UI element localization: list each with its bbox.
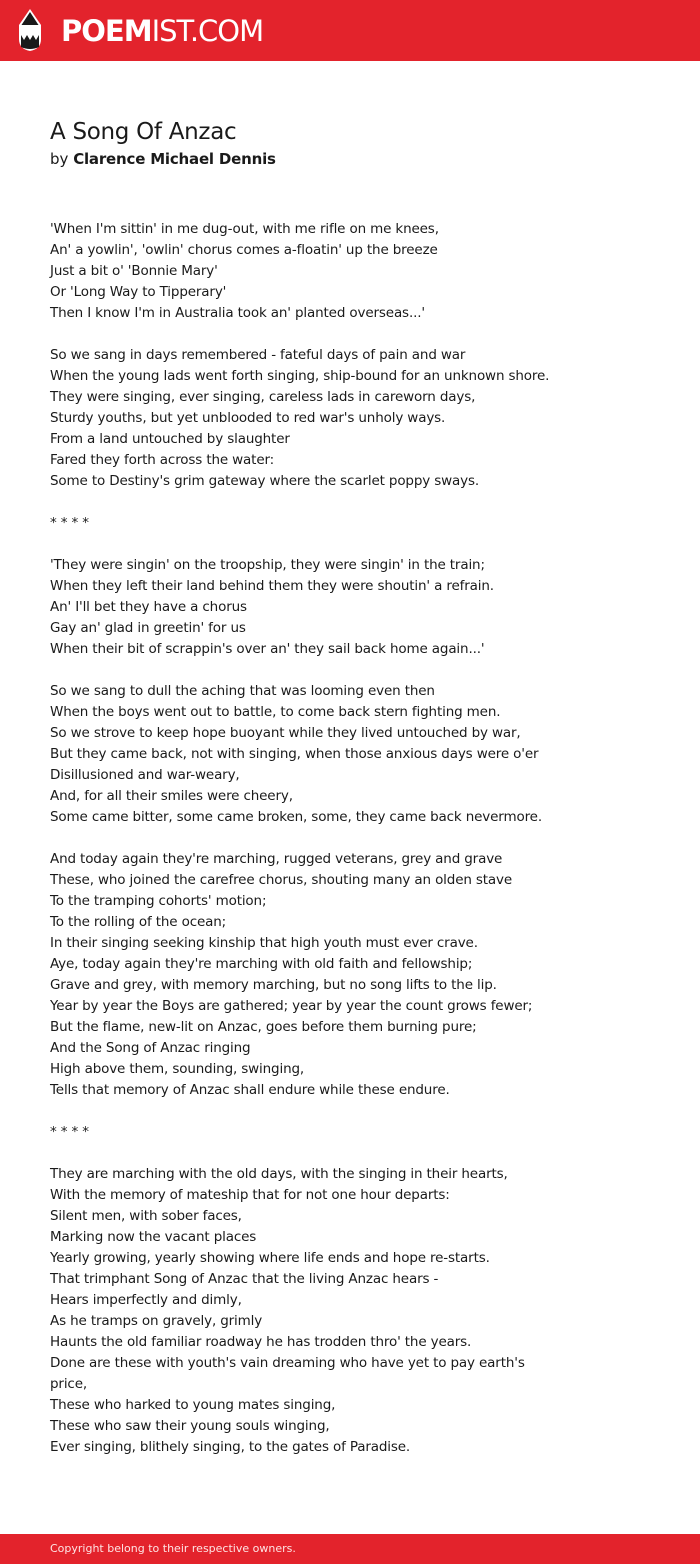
- stanza-break: [50, 660, 610, 681]
- poem-line: High above them, sounding, swinging,: [50, 1061, 305, 1077]
- poem-line: Haunts the old familiar roadway he has trodden thro' the years.: [50, 1334, 472, 1350]
- poem-line: Silent men, with sober faces,: [50, 1208, 242, 1224]
- poem-line: These who harked to young mates singing,: [50, 1397, 336, 1413]
- poem-line: With the memory of mateship that for not one hour departs:: [50, 1187, 450, 1203]
- poem-line: But they came back, not with singing, when those anxious days were o'er: [50, 746, 539, 762]
- section-divider: * * * *: [50, 1124, 89, 1140]
- by-label: by: [50, 150, 69, 168]
- poem-line: Year by year the Boys are gathered; year by year the count grows fewer;: [50, 998, 533, 1014]
- pencil-tip-icon[interactable]: [18, 9, 42, 51]
- section-divider: * * * *: [50, 515, 89, 531]
- stanza-break: [50, 828, 610, 849]
- poem-title: A Song Of Anzac: [50, 119, 237, 145]
- poem-line: Grave and grey, with memory marching, but no song lifts to the lip.: [50, 977, 497, 993]
- poem-line: Hears imperfectly and dimly,: [50, 1292, 242, 1308]
- poem-byline: [50, 149, 276, 169]
- stanza-break: [50, 1101, 610, 1122]
- author-name: Clarence Michael Dennis: [73, 150, 276, 168]
- poem-line: When they left their land behind them they were shoutin' a refrain.: [50, 578, 494, 594]
- poem-line: Yearly growing, yearly showing where life ends and hope re-starts.: [50, 1250, 490, 1266]
- poem-line: Aye, today again they're marching with old faith and fellowship;: [50, 956, 473, 972]
- poem-line: And the Song of Anzac ringing: [50, 1040, 251, 1056]
- poem-line: These, who joined the carefree chorus, shouting many an olden stave: [50, 872, 513, 888]
- poem-line: Some to Destiny's grim gateway where the scarlet poppy sways.: [50, 473, 480, 489]
- poem-line: Sturdy youths, but yet unblooded to red war's unholy ways.: [50, 410, 446, 426]
- site-logo[interactable]: [61, 13, 263, 49]
- poem-line: And today again they're marching, rugged veterans, grey and grave: [50, 851, 503, 867]
- poem-line: When the boys went out to battle, to come back stern fighting men.: [50, 704, 501, 720]
- poem-line: Some came bitter, some came broken, some, they came back nevermore.: [50, 809, 542, 825]
- poem-line: To the rolling of the ocean;: [50, 914, 227, 930]
- poem-line: Then I know I'm in Australia took an' planted overseas...': [50, 305, 425, 321]
- poem-line: Disillusioned and war-weary,: [50, 767, 240, 783]
- poem-line: From a land untouched by slaughter: [50, 431, 290, 447]
- copyright-notice: Copyright belong to their respective owners.: [50, 1542, 296, 1555]
- poem-line: Done are these with youth's vain dreaming who have yet to pay earth's: [50, 1355, 525, 1371]
- logo-text-strong: POEM: [61, 14, 152, 48]
- poem-line: So we sang in days remembered - fateful days of pain and war: [50, 347, 466, 363]
- poem-line: Marking now the vacant places: [50, 1229, 257, 1245]
- poem-line: These who saw their young souls winging,: [50, 1418, 330, 1434]
- poem-line: That trimphant Song of Anzac that the living Anzac hears -: [50, 1271, 439, 1287]
- poem-line: Gay an' glad in greetin' for us: [50, 620, 246, 636]
- poem-line: price,: [50, 1376, 87, 1392]
- poem-line: 'When I'm sittin' in me dug-out, with me rifle on me knees,: [50, 221, 439, 237]
- poem-line: But the flame, new-lit on Anzac, goes before them burning pure;: [50, 1019, 477, 1035]
- logo-text-light: IST.COM: [151, 14, 264, 48]
- site-footer: [0, 1534, 700, 1564]
- poem-line: Just a bit o' 'Bonnie Mary': [50, 263, 218, 279]
- poem-line: To the tramping cohorts' motion;: [50, 893, 267, 909]
- poem-line: So we sang to dull the aching that was looming even then: [50, 683, 435, 699]
- poem-line: They were singing, ever singing, careless lads in careworn days,: [50, 389, 476, 405]
- stanza-break: [50, 492, 610, 513]
- poem-line: Or 'Long Way to Tipperary': [50, 284, 227, 300]
- poem-line: As he tramps on gravely, grimly: [50, 1313, 263, 1329]
- poem-line: They are marching with the old days, with the singing in their hearts,: [50, 1166, 508, 1182]
- poem-line: Tells that memory of Anzac shall endure while these endure.: [50, 1082, 450, 1098]
- poem-line: Fared they forth across the water:: [50, 452, 275, 468]
- stanza-break: [50, 1143, 610, 1164]
- stanza-break: [50, 534, 610, 555]
- poem-line: So we strove to keep hope buoyant while they lived untouched by war,: [50, 725, 521, 741]
- poem-line: Ever singing, blithely singing, to the gates of Paradise.: [50, 1439, 411, 1455]
- poem-line: When the young lads went forth singing, ship-bound for an unknown shore.: [50, 368, 550, 384]
- poem-line: An' I'll bet they have a chorus: [50, 599, 247, 615]
- poem-line: An' a yowlin', 'owlin' chorus comes a-floatin' up the breeze: [50, 242, 438, 258]
- poem-line: And, for all their smiles were cheery,: [50, 788, 293, 804]
- stanza-break: [50, 324, 610, 345]
- poem-line: When their bit of scrappin's over an' they sail back home again...': [50, 641, 485, 657]
- poem-line: 'They were singin' on the troopship, they were singin' in the train;: [50, 557, 485, 573]
- poem-line: In their singing seeking kinship that high youth must ever crave.: [50, 935, 478, 951]
- site-header: [0, 0, 700, 61]
- poem-body: [50, 219, 610, 1458]
